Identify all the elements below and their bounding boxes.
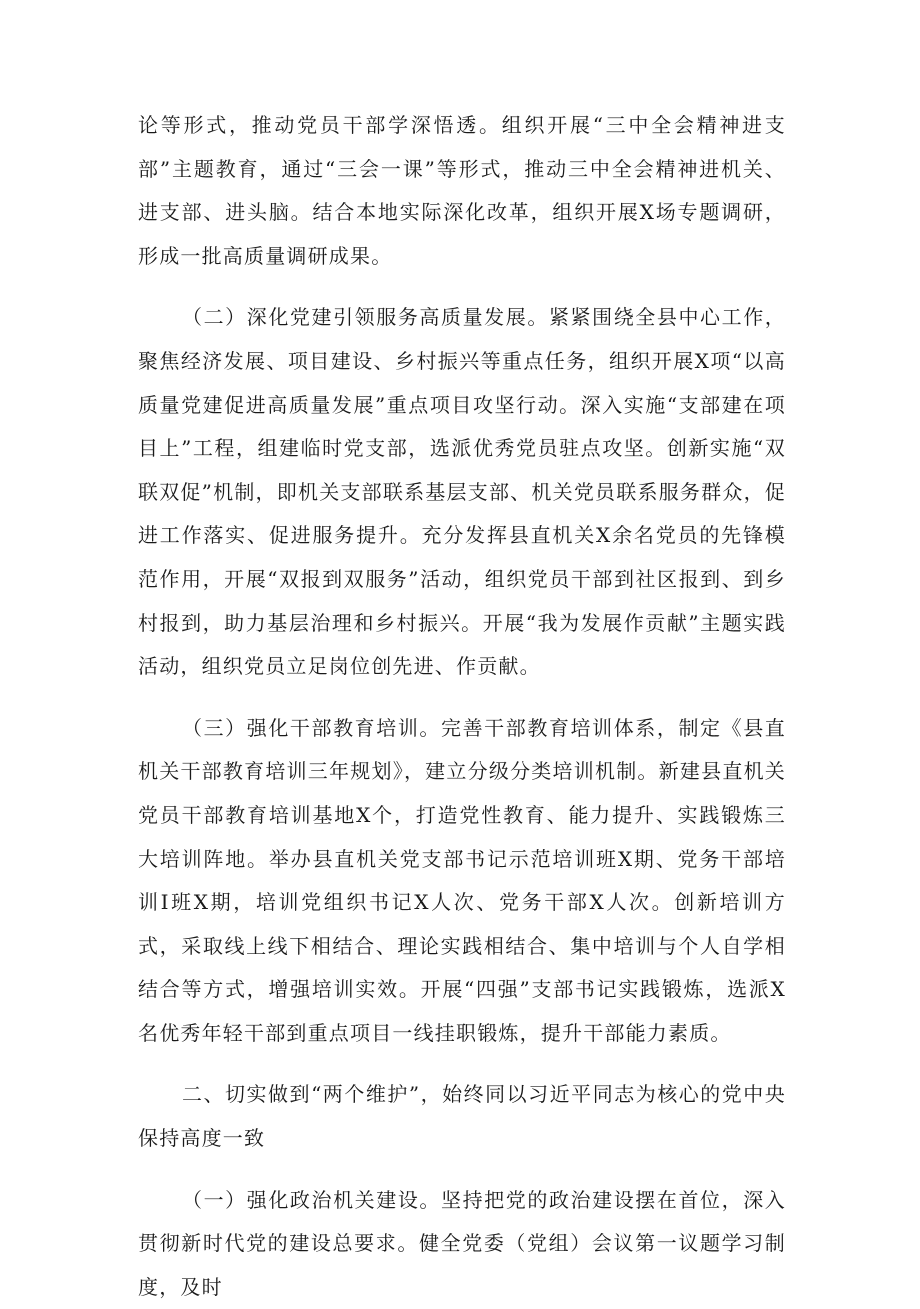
paragraph-continuation: 论等形式，推动党员干部学深悟透。组织开展“三中全会精神进支部”主题教育，通过“三会一课”等形式，推动三中全会精神进机关、进支部、进头脑。结合本地实际深化改革，组织开展X场专题调研，形成一批高质量调研成果。 — [138, 113, 786, 268]
paragraph-cadre-training: （三）强化干部教育培训。完善干部教育培训体系，制定《县直机关干部教育培训三年规划》，建立分级分类培训机制。新建县直机关党员干部教育培训基地X个，打造党性教育、能力提升、实践锻炼三大培训阵地。举办县直机关党支部书记示范培训班X期、党务干部培训I班X期，培训党组织书记X人次、党务干部X人次。创新培训方式，采取线上线下相结合、理论实践相结合、集中培训与个人自学相结合等方式，增强培训实效。开展“四强”支部书记实践锻炼，选派X名优秀年轻干部到重点项目一线挂职锻炼，提升干部能力素质。 — [138, 715, 786, 1045]
section-heading-two-safeguards: 二、切实做到“两个维护”，始终同以习近平同志为核心的党中央保持高度一致 — [138, 1082, 786, 1151]
paragraph-political-organ-building: （一）强化政治机关建设。坚持把党的政治建设摆在首位，深入贯彻新时代党的建设总要求。健全党委（党组）会议第一议题学习制度，及时 — [138, 1187, 786, 1299]
document-body — [138, 104, 786, 1309]
paragraph-deepen-party-building: （二）深化党建引领服务高质量发展。紧紧围绕全县中心工作，聚焦经济发展、项目建设、乡村振兴等重点任务，组织开展X项“以高质量党建促进高质量发展”重点项目攻坚行动。深入实施“支部建在项目上”工程，组建临时党支部，选派优秀党员驻点攻坚。创新实施“双联双促”机制，即机关支部联系基层支部、机关党员联系服务群众，促进工作落实、促进服务提升。充分发挥县直机关X余名党员的先锋模范作用，开展“双报到双服务”活动，组织党员干部到社区报到、到乡村报到，助力基层治理和乡村振兴。开展“我为发展作贡献”主题实践活动，组织党员立足岗位创先进、作贡献。 — [138, 305, 786, 679]
